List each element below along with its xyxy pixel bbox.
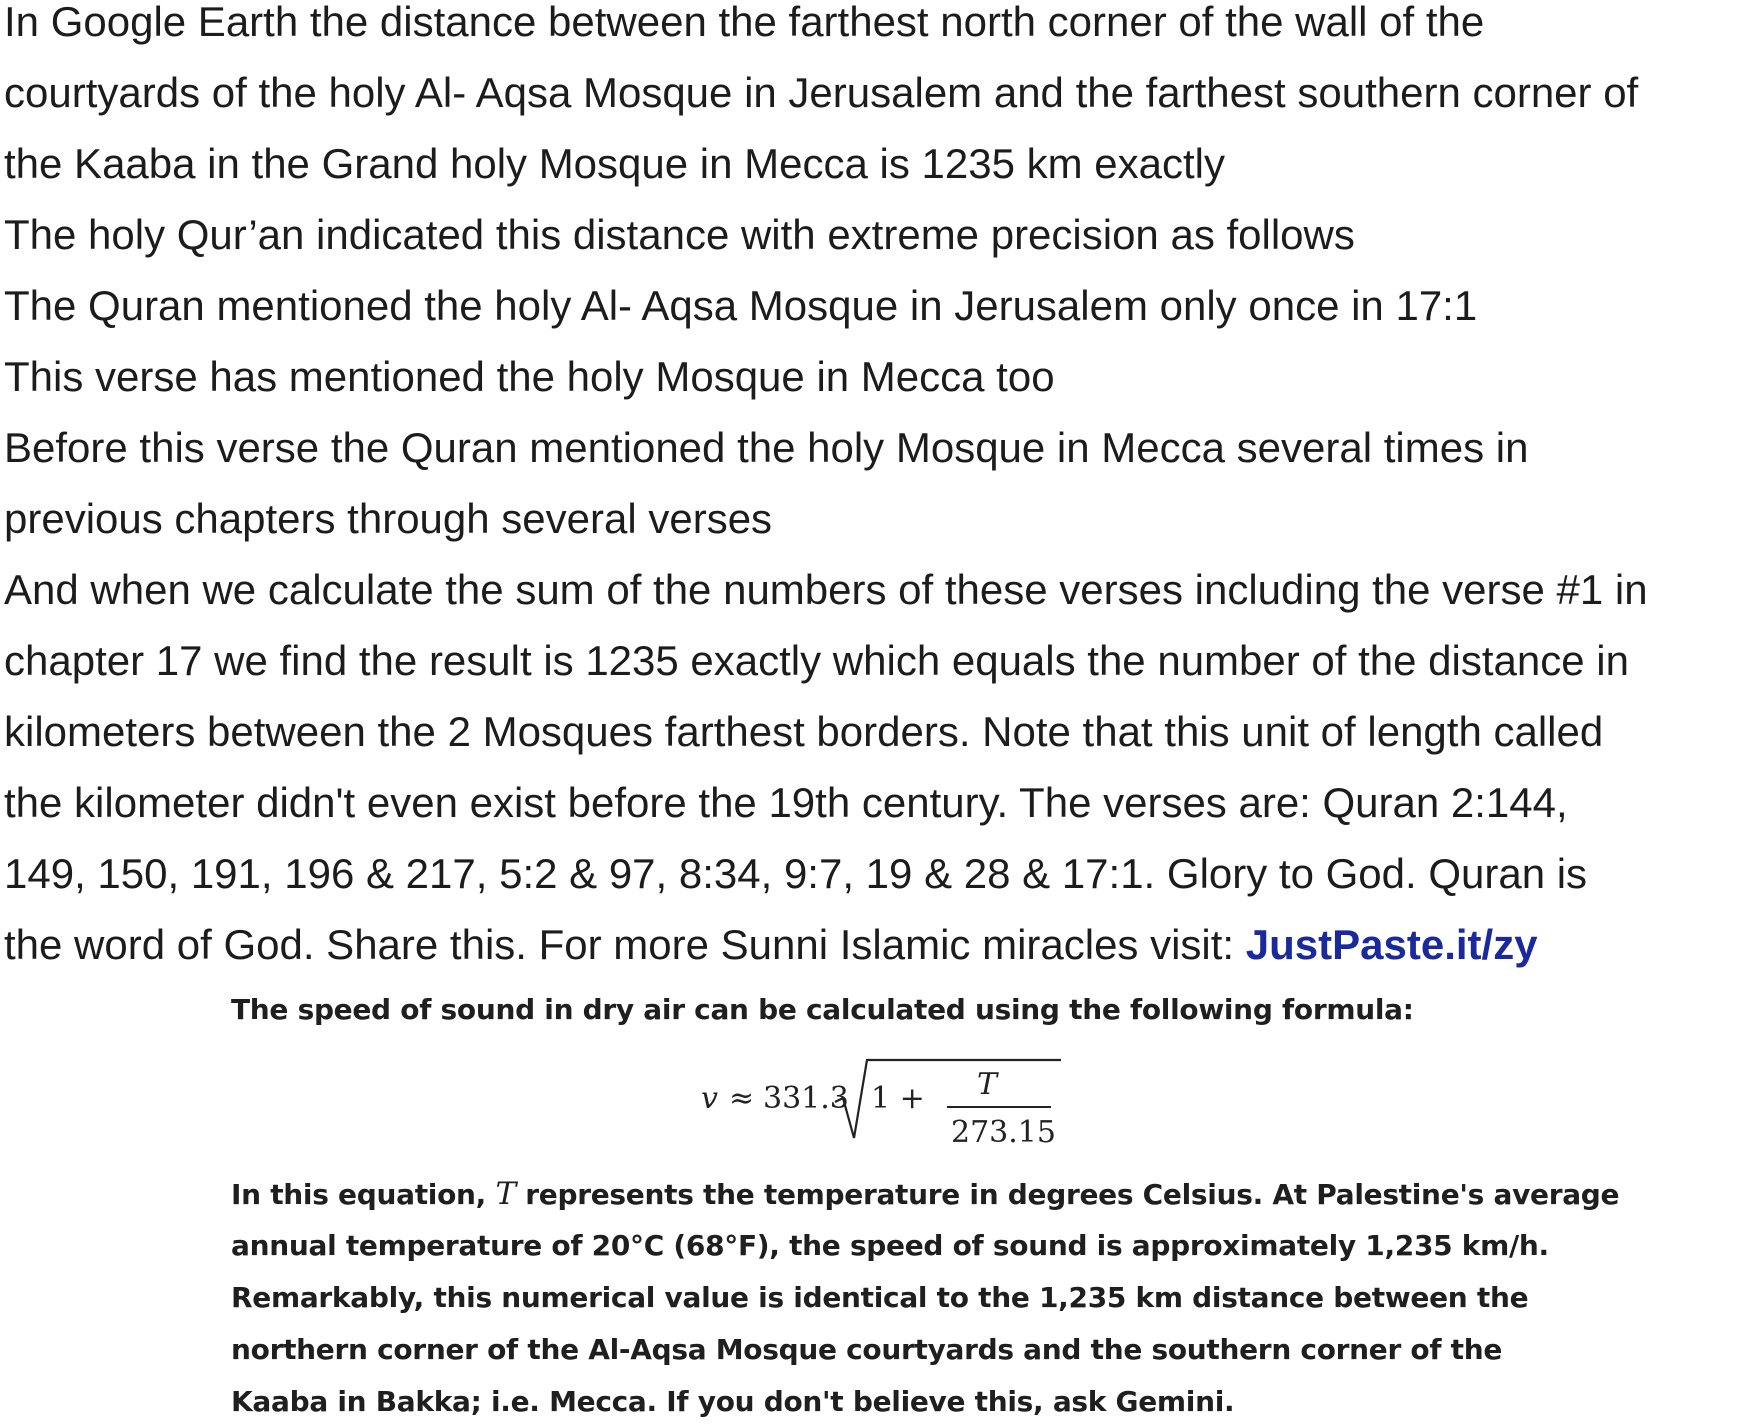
claim-line: the kilometer didn't even exist before the 19th century. The verses are: Quran 2:144, <box>4 779 1568 826</box>
explanation-line1-after: represents the temperature in degrees Celsius. At Palestine's average <box>515 1178 1620 1211</box>
claim-line: previous chapters through several verses <box>4 495 773 542</box>
explanation-line <box>231 1168 1681 1220</box>
claim-line: chapter 17 we find the result is 1235 exactly which equals the number of the distance in <box>4 637 1629 684</box>
formula-denominator: 273.15 <box>951 1115 1056 1150</box>
justpaste-link[interactable]: JustPaste.it/zy <box>1245 921 1538 968</box>
formula-lhs: v <box>701 1081 718 1116</box>
claim-line: The holy Qur’an indicated this distance with extreme precision as follows <box>4 211 1355 258</box>
formula-numerator: T <box>977 1067 998 1102</box>
claim-line: The Quran mentioned the holy Al- Aqsa Mosque in Jerusalem only once in 17:1 <box>4 282 1478 329</box>
temperature-variable: T <box>495 1176 516 1212</box>
formula-coefficient: 331.3 <box>763 1081 849 1116</box>
explanation-line: annual temperature of 20°C (68°F), the speed of sound is approximately 1,235 km/h. <box>231 1229 1549 1262</box>
claim-line: In Google Earth the distance between the farthest north corner of the wall of the <box>4 0 1485 45</box>
claim-line: courtyards of the holy Al- Aqsa Mosque in Jerusalem and the farthest southern corner of <box>4 69 1639 116</box>
claim-line: the Kaaba in the Grand holy Mosque in Mecca is 1235 km exactly <box>4 140 1225 187</box>
claim-line: Before this verse the Quran mentioned the holy Mosque in Mecca several times in <box>4 424 1529 471</box>
formula-one-plus: 1 + <box>871 1081 925 1116</box>
claim-line: 149, 150, 191, 196 & 217, 5:2 & 97, 8:34, 9:7, 19 & 28 & 17:1. Glory to God. Quran is <box>4 850 1588 897</box>
claim-line: This verse has mentioned the holy Mosque in Mecca too <box>4 353 1055 400</box>
claim-line: And when we calculate the sum of the numbers of these verses including the verse #1 in <box>4 566 1648 613</box>
explanation-line: Remarkably, this numerical value is identical to the 1,235 km distance between the <box>231 1281 1529 1314</box>
claim-text-block <box>4 0 1744 994</box>
explanation-line: northern corner of the Al-Aqsa Mosque courtyards and the southern corner of the <box>231 1333 1503 1366</box>
claim-last-line <box>4 909 1744 980</box>
formula-approx: ≈ <box>729 1081 755 1116</box>
formula-intro: The speed of sound in dry air can be calculated using the following formula: <box>231 993 1414 1026</box>
explanation-block <box>231 984 1681 1428</box>
claim-last-line-text: the word of God. Share this. For more Sunni Islamic miracles visit: <box>4 921 1246 968</box>
formula-row <box>231 1036 1681 1168</box>
explanation-line1-before: In this equation, <box>231 1178 496 1211</box>
claim-line: kilometers between the 2 Mosques farthest borders. Note that this unit of length called <box>4 708 1604 755</box>
speed-of-sound-formula <box>701 1046 1121 1156</box>
explanation-line: Kaaba in Bakka; i.e. Mecca. If you don't believe this, ask Gemini. <box>231 1385 1235 1418</box>
